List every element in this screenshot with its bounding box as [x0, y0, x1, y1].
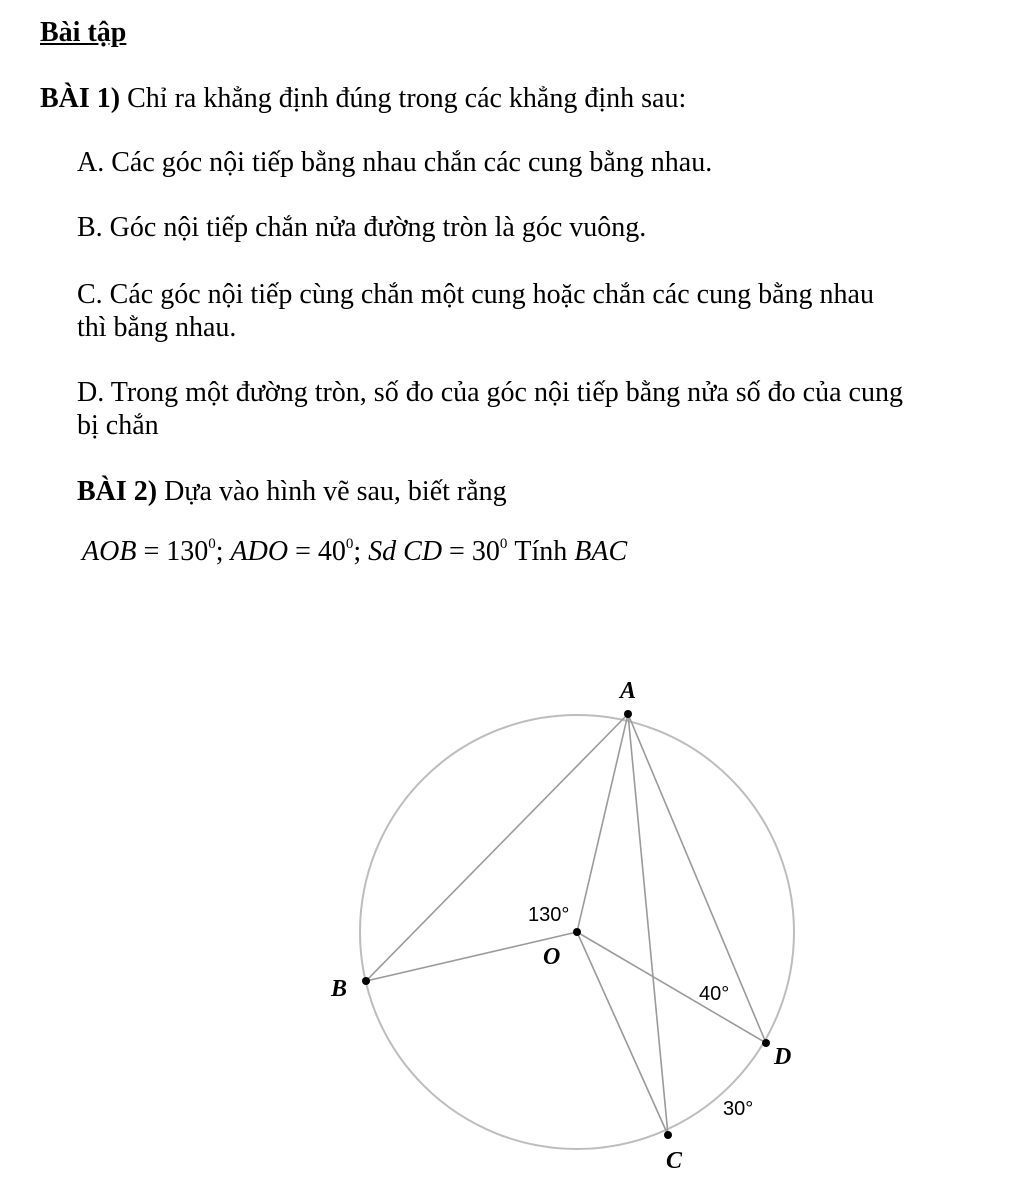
ask-word: Tính	[514, 536, 568, 567]
sd-prefix: Sd	[368, 536, 397, 567]
option-b: B. Góc nội tiếp chắn nửa đường tròn là góc vuông.	[77, 212, 647, 243]
degree-sign: 0	[499, 536, 508, 552]
degree-sign: 0	[345, 536, 354, 552]
option-d-line1: D. Trong một đường tròn, số đo của góc nội tiếp bằng nửa số đo của cung	[77, 377, 903, 408]
target-angle: BAC	[574, 536, 628, 567]
point-o-dot	[573, 928, 581, 936]
option-c-line2: thì bằng nhau.	[77, 312, 237, 343]
option-d-line2: bị chắn	[77, 410, 159, 441]
point-c-dot	[664, 1131, 672, 1139]
equals-sign: =	[288, 536, 318, 567]
exercise-2-label: BÀI 2)	[77, 476, 158, 507]
angle-aob-label: 130°	[528, 904, 570, 926]
separator: ;	[353, 536, 369, 567]
exercise-1-label: BÀI 1)	[40, 83, 121, 114]
equals-sign: =	[136, 536, 167, 567]
cd-value: 30	[471, 536, 500, 567]
equals-sign: =	[442, 536, 472, 567]
label-a: A	[620, 678, 637, 704]
page-title: Bài tập	[40, 17, 127, 48]
segment-od	[577, 932, 766, 1043]
label-d: D	[774, 1044, 792, 1070]
angle-ado-label: 40°	[699, 983, 730, 1005]
exercise-1-prompt: Chỉ ra khẳng định đúng trong các khẳng định sau:	[127, 83, 687, 114]
point-a-dot	[624, 710, 632, 718]
arc-cd-label: 30°	[723, 1098, 754, 1120]
aob-value: 130	[166, 536, 209, 567]
degree-sign: 0	[208, 536, 216, 552]
segment-ab	[366, 714, 628, 981]
label-b: B	[331, 976, 348, 1002]
cd-term: CD	[403, 536, 443, 567]
option-a: A. Các góc nội tiếp bằng nhau chắn các cung bằng nhau.	[77, 147, 713, 178]
ado-value: 40	[317, 536, 346, 567]
point-b-dot	[362, 977, 370, 985]
separator: ;	[215, 536, 231, 567]
segment-ad	[628, 714, 766, 1043]
ado-term: ADO	[230, 536, 289, 567]
point-d-dot	[762, 1039, 770, 1047]
label-c: C	[666, 1148, 683, 1174]
segment-ac	[628, 714, 668, 1135]
segment-ao	[577, 714, 628, 932]
segment-oc	[577, 932, 668, 1135]
aob-term: AOB	[82, 536, 137, 567]
option-c-line1: C. Các góc nội tiếp cùng chắn một cung hoặc chắn các cung bằng nhau	[77, 279, 874, 310]
label-o: O	[543, 944, 561, 970]
exercise-2-prompt: Dựa vào hình vẽ sau, biết rằng	[164, 476, 507, 507]
